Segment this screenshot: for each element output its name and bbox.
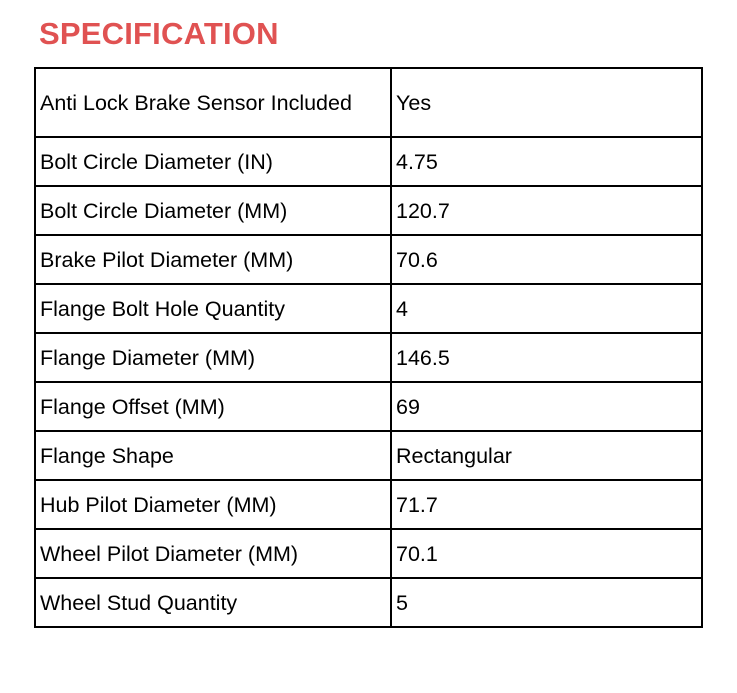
spec-value: 69 xyxy=(391,382,702,431)
spec-value: 120.7 xyxy=(391,186,702,235)
table-row xyxy=(35,235,702,284)
table-row xyxy=(35,137,702,186)
spec-label: Bolt Circle Diameter (MM) xyxy=(35,186,391,235)
table-row xyxy=(35,186,702,235)
table-row xyxy=(35,578,702,627)
spec-label: Wheel Stud Quantity xyxy=(35,578,391,627)
spec-label: Anti Lock Brake Sensor Included xyxy=(35,68,391,137)
table-row xyxy=(35,382,702,431)
spec-value: 4.75 xyxy=(391,137,702,186)
spec-label: Wheel Pilot Diameter (MM) xyxy=(35,529,391,578)
table-row xyxy=(35,284,702,333)
table-row xyxy=(35,68,702,137)
table-row xyxy=(35,431,702,480)
spec-label: Brake Pilot Diameter (MM) xyxy=(35,235,391,284)
specification-table xyxy=(34,67,703,628)
spec-value: 4 xyxy=(391,284,702,333)
spec-label: Flange Shape xyxy=(35,431,391,480)
spec-label: Flange Bolt Hole Quantity xyxy=(35,284,391,333)
spec-value: 71.7 xyxy=(391,480,702,529)
page-title: SPECIFICATION xyxy=(39,16,279,51)
table-row xyxy=(35,480,702,529)
specification-table-body xyxy=(35,68,702,627)
spec-value: 146.5 xyxy=(391,333,702,382)
spec-label: Flange Diameter (MM) xyxy=(35,333,391,382)
spec-value: 5 xyxy=(391,578,702,627)
spec-value: Rectangular xyxy=(391,431,702,480)
spec-value: 70.6 xyxy=(391,235,702,284)
spec-label: Bolt Circle Diameter (IN) xyxy=(35,137,391,186)
table-row xyxy=(35,529,702,578)
spec-label: Flange Offset (MM) xyxy=(35,382,391,431)
spec-value: 70.1 xyxy=(391,529,702,578)
spec-value: Yes xyxy=(391,68,702,137)
spec-label: Hub Pilot Diameter (MM) xyxy=(35,480,391,529)
table-row xyxy=(35,333,702,382)
